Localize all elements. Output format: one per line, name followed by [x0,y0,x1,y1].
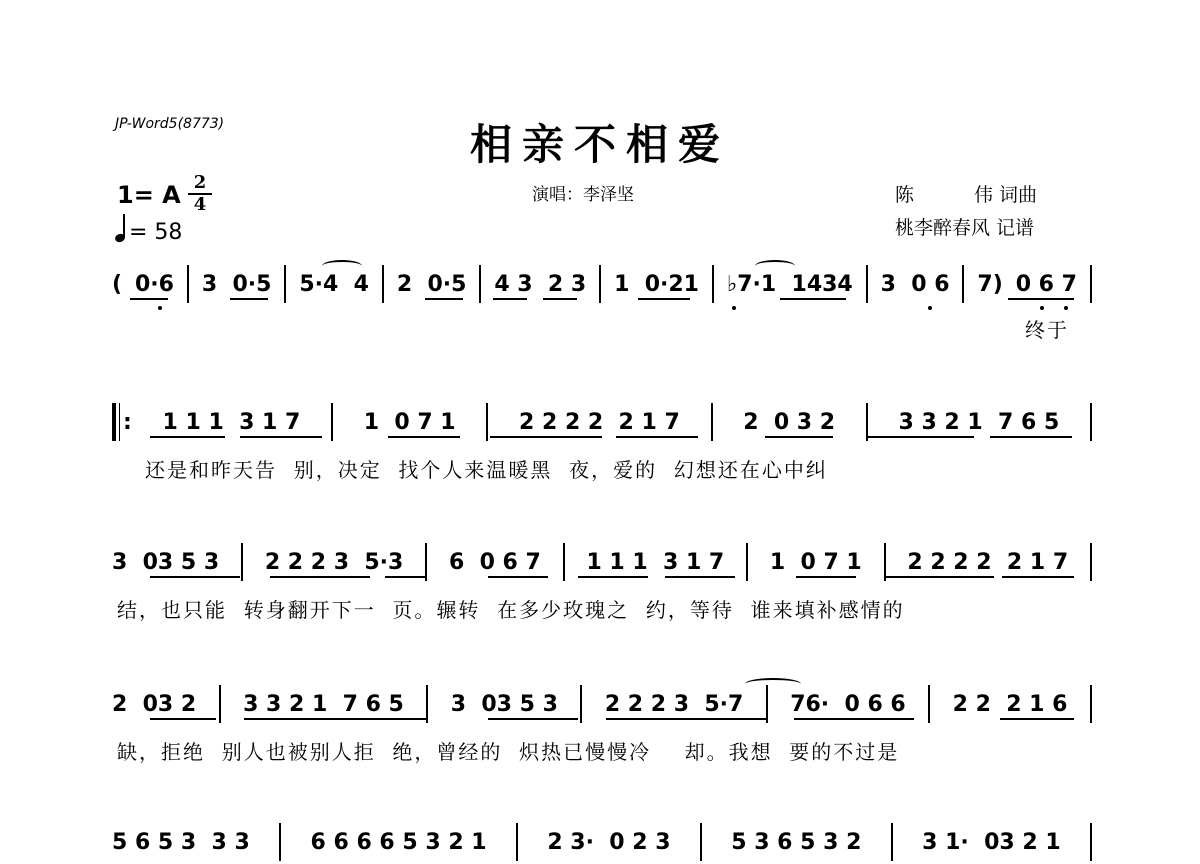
barline [599,265,601,303]
underline [488,576,548,578]
notation-segment: 3 3 2 1 7 6 5 [243,691,404,717]
notation-segment: 3 0·5 [201,271,272,297]
barline [711,403,713,441]
underline [490,436,602,438]
notation-segment: 0 6 7 [1015,271,1077,297]
notation-segment: 1 1 1 3 1 7 [586,549,725,575]
key-signature: 1= A [117,181,181,209]
composer-name-first: 陈 [895,184,915,206]
underline [765,436,833,438]
repeat-start-sign: : [112,403,132,441]
underline [270,576,370,578]
notation-segment: 2 0 3 2 [743,409,836,435]
underline [240,436,322,438]
notation-segment: 2 2 2 2 2 1 7 [907,549,1069,575]
underline [150,576,240,578]
barline [284,265,286,303]
lyric-line-4: 缺，拒绝 别人也被别人拒 绝，曾经的 炽热已慢慢冷 却。我想 要的不过是 [117,740,900,764]
underline [665,576,735,578]
underline [578,576,648,578]
barline [700,823,702,861]
notation-segment: 5·4 4 [299,271,369,297]
barline [1090,543,1092,581]
low-octave-dot [732,306,736,310]
underline [1000,718,1074,720]
notation-segment: 6 6 6 6 5 3 2 1 [310,829,487,855]
slur [745,678,801,690]
time-signature [188,174,212,214]
underline [493,298,527,300]
notation-segment: 2 3· 0 2 3 [547,829,671,855]
barline [1090,685,1092,723]
tempo-marking [115,214,182,245]
barline [241,543,243,581]
notation-segment: 76· 0 6 6 [790,691,906,717]
underline [1002,576,1074,578]
notation-segment: 3 1· 03 2 1 [922,829,1061,855]
time-signature-top: 2 [193,172,207,193]
barline [962,265,964,303]
notation-segment: 2 2 2 3 5·3 [264,549,404,575]
notation-segment: 1 0 7 1 [363,409,456,435]
song-title: 相亲不相爱 [469,120,730,169]
music-line-5 [112,820,1092,864]
notation-segment: ( [112,271,123,297]
tempo-value: = 58 [129,220,183,245]
underline [606,718,766,720]
composer-name-rest: 伟 词曲 [974,184,1038,206]
barline [187,265,189,303]
lyric-line-1: 终于 [1025,318,1069,342]
notation-segment: 3 3 2 1 7 6 5 [898,409,1060,435]
slur [755,260,795,272]
lyric-line-2: 还是和昨天告 别，决定 找个人来温暖黑 夜，爱的 幻想还在心中纠 [145,458,828,482]
low-octave-dot [928,306,932,310]
barline [1090,265,1092,303]
notation-segment: 2 0·5 [396,271,467,297]
notation-segment: 7) [977,271,1003,297]
notation-segment: 3 03 5 3 [450,691,558,717]
lyric-line-3: 结，也只能 转身翻开下一 页。辗转 在多少玫瑰之 约，等待 谁来填补感情的 [117,598,905,622]
underline [794,718,914,720]
underline [866,436,974,438]
underline [796,576,856,578]
underline [638,298,690,300]
notation-segment: 5 3 6 5 3 2 [731,829,862,855]
underline [543,298,577,300]
notation-segment: 0·6 [135,271,174,297]
notation-segment: 4 3 2 3 [494,271,587,297]
underline [388,436,460,438]
underline [616,436,698,438]
notation-segment: 6 0 6 7 [448,549,541,575]
underline [780,298,846,300]
software-label: JP-Word5(8773) [115,116,225,132]
underline [990,436,1072,438]
notation-segment: 2 2 2 1 6 [952,691,1068,717]
barline [928,685,930,723]
barline [331,403,333,441]
notation-segment: 1 1 1 3 1 7 [162,409,301,435]
notation-segment: 2 03 2 [112,691,197,717]
underline [230,298,268,300]
singer-label: 演唱：李泽坚 [532,185,634,205]
barline [746,543,748,581]
notation-segment: 5 6 5 3 3 3 [112,829,250,855]
underline [244,718,428,720]
underline [886,576,994,578]
quarter-note-icon [115,214,129,242]
low-octave-dot [1040,306,1044,310]
barline [516,823,518,861]
barline [580,685,582,723]
time-signature-bottom: 4 [193,194,207,215]
notation-segment: 1 0·21 [614,271,699,297]
barline [891,823,893,861]
barline [712,265,714,303]
low-octave-dot [1064,306,1068,310]
transcriber-credit: 桃李醉春风 记谱 [895,217,1035,239]
underline [130,298,168,300]
notation-segment: 2 2 2 2 2 1 7 [519,409,680,435]
underline [150,436,225,438]
notation-segment: ♭7·1 1434 [726,271,853,297]
barline [1090,403,1092,441]
barline [486,403,488,441]
barline [766,685,768,723]
low-octave-dot [158,306,162,310]
notation-segment: 1 0 7 1 [769,549,862,575]
barline [219,685,221,723]
barline [866,265,868,303]
barline [279,823,281,861]
notation-segment: 3 03 5 3 [112,549,220,575]
underline [385,576,427,578]
barline [563,543,565,581]
underline [425,298,463,300]
notation-segment: 3 0 6 [880,271,950,297]
barline [382,265,384,303]
barline [1090,823,1092,861]
slur [322,260,362,272]
underline [488,718,578,720]
composer-credit [895,180,1037,207]
notation-segment: 2 2 2 3 5·7 [604,691,744,717]
underline [150,718,216,720]
underline [1008,298,1074,300]
barline [479,265,481,303]
